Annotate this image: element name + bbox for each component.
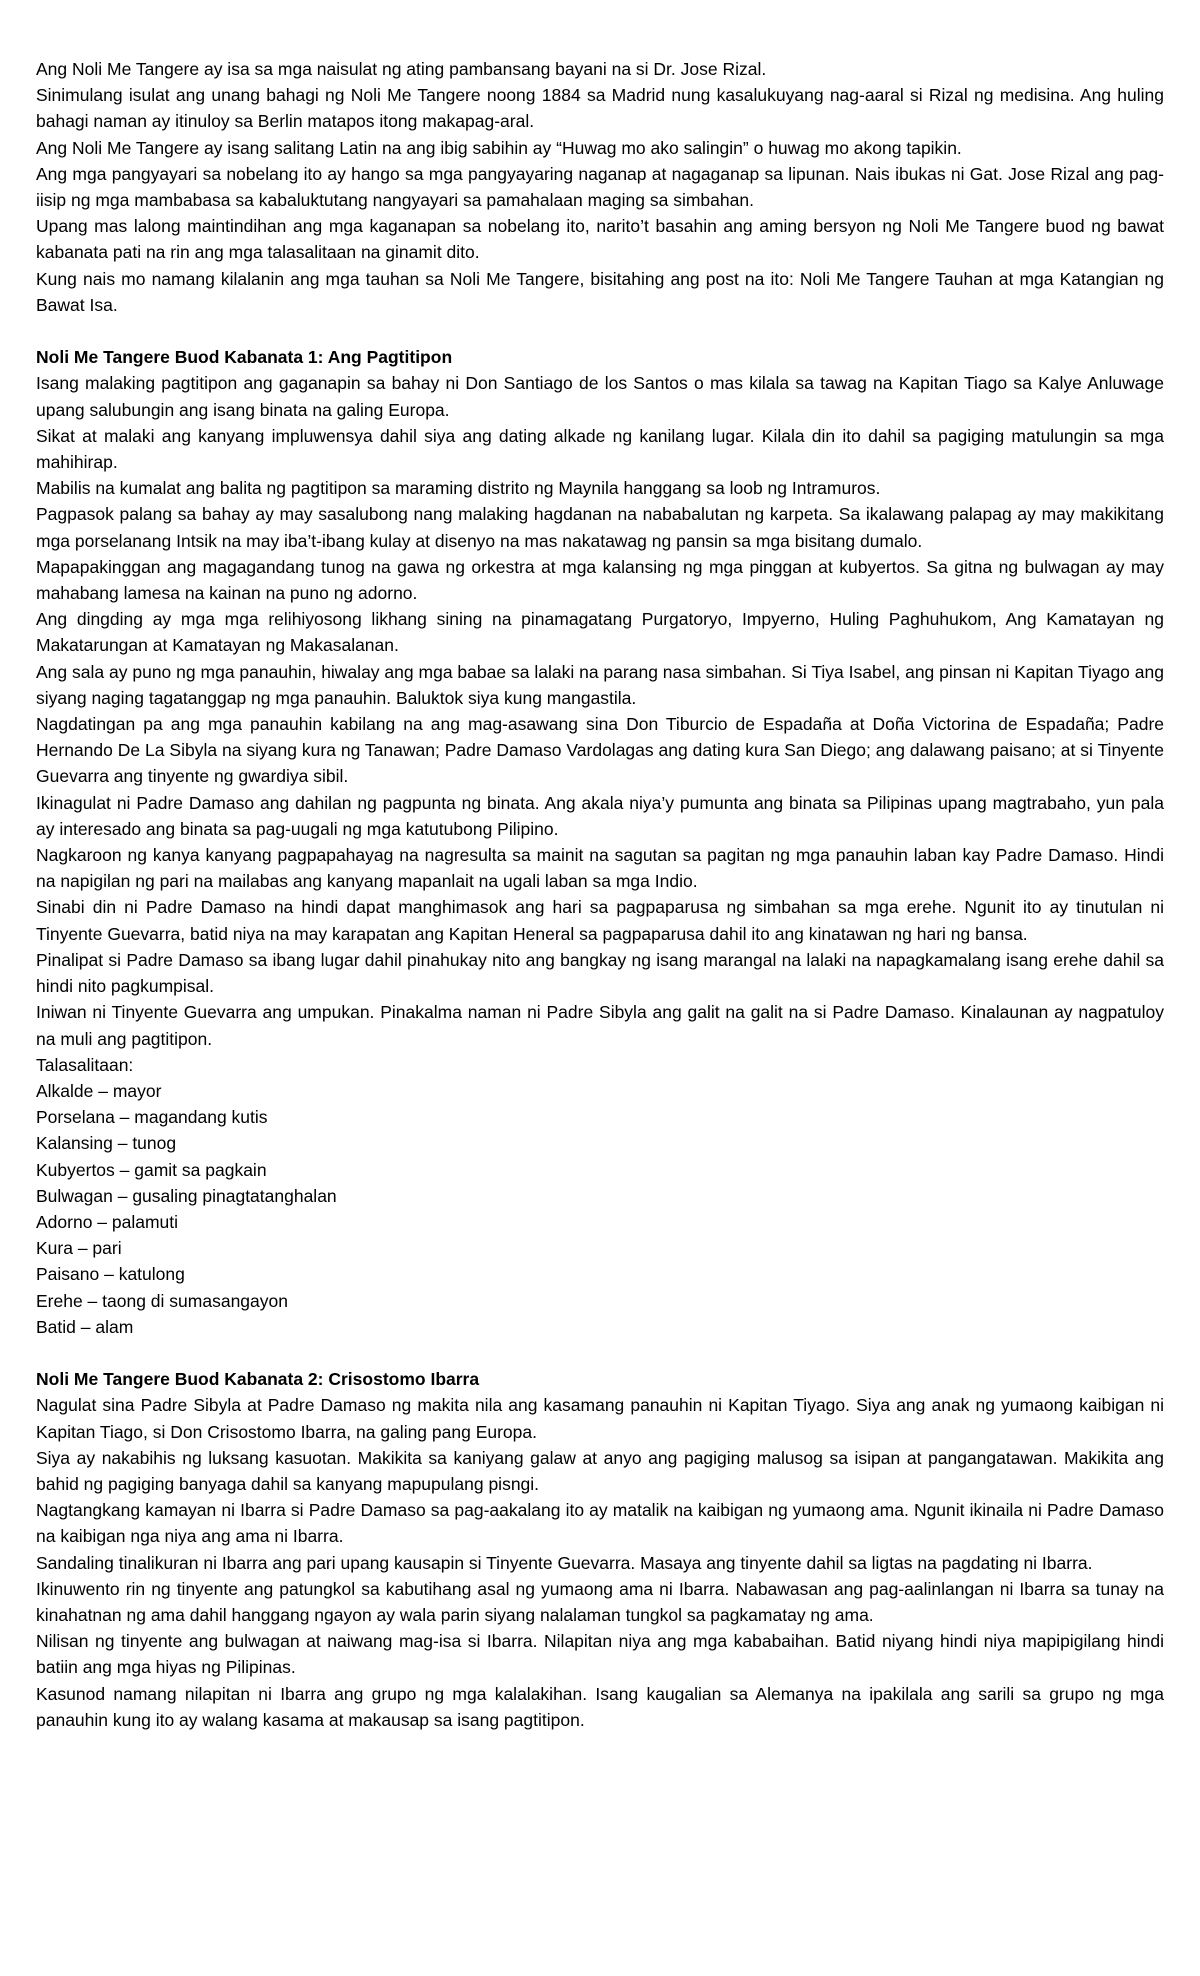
chapter-2-title: Noli Me Tangere Buod Kabanata 2: Crisostomo Ibarra xyxy=(36,1369,480,1390)
intro-paragraph: Ang Noli Me Tangere ay isang salitang Latin na ang ibig sabihin ay “Huwag mo ako salingin” o huwag mo akong tapikin. xyxy=(36,137,962,158)
chapter-1-paragraph: Sikat at malaki ang kanyang impluwensya dahil siya ang dating alkade ng kanilang lugar. Kilala din ito dahil sa pagiging matulungin sa mga mahihirap. xyxy=(36,425,1164,473)
chapter-1-paragraph: Ikinagulat ni Padre Damaso ang dahilan ng pagpunta ng binata. Ang akala niya’y pumunta ang binata sa Pilipinas upang magtrabaho, yun pala ay interesado ang binata sa pag-uugali ng mga katutubong Pilipino. xyxy=(36,792,1164,839)
vocab-item: Alkalde – mayor xyxy=(36,1080,162,1101)
intro-paragraph: Ang mga pangyayari sa nobelang ito ay hango sa mga pangyayaring naganap at nagaganap sa lipunan. Nais ibukas ni Gat. Jose Rizal ang pag-iisip ng mga mambabasa sa kabaluktutang nangyayari sa pamahalaan maging sa simbahan. xyxy=(36,163,1164,211)
chapter-2-paragraph: Nagtangkang kamayan ni Ibarra si Padre Damaso sa pag-aakalang ito ay matalik na kaibigan ng yumaong ama. Ngunit ikinaila ni Padre Damaso na kaibigan nga niya ang ama ni Ibarra. xyxy=(36,1500,1164,1547)
intro-paragraph: Kung nais mo namang kilalanin ang mga tauhan sa Noli Me Tangere, bisitahing ang post na ito: Noli Me Tangere Tauhan at mga Katangian ng Bawat Isa. xyxy=(36,268,1164,315)
chapter-2-paragraph: Ikinuwento rin ng tinyente ang patungkol sa kabutihang asal ng yumaong ama ni Ibarra. Nabawasan ang pag-aalinlangan ni Ibarra sa tunay na kinahatnan ng ama dahil hanggang ngayon ay wala parin siyang nalalaman tungkol sa pagkamatay ng ama. xyxy=(36,1578,1164,1625)
chapter-2-paragraph: Siya ay nakabihis ng luksang kasuotan. Makikita sa kaniyang galaw at anyo ang pagiging malusog sa isipan at pangangatawan. Makikita ang bahid ng pagiging banyaga dahil sa kanyang mapupulang pisngi. xyxy=(36,1447,1164,1494)
vocab-item: Paisano – katulong xyxy=(36,1264,185,1285)
vocab-heading: Talasalitaan: xyxy=(36,1054,134,1075)
vocab-list xyxy=(36,1078,1164,1340)
chapter-1-paragraph: Nagkaroon ng kanya kanyang pagpapahayag na nagresulta sa mainit na sagutan sa pagitan ng mga panauhin laban kay Padre Damaso. Hindi na napigilan ng pari na mailabas ang kanyang mapanlait na ugali laban sa mga Indio. xyxy=(36,845,1164,892)
chapter-1-section xyxy=(36,344,1164,1340)
chapter-2-paragraph: Nagulat sina Padre Sibyla at Padre Damaso ng makita nila ang kasamang panauhin ni Kapitan Tiyago. Siya ang anak ng yumaong kaibigan ni Kapitan Tiago, si Don Crisostomo Ibarra, na galing pang Europa. xyxy=(36,1395,1164,1442)
vocab-item: Batid – alam xyxy=(36,1316,134,1337)
vocab-item: Bulwagan – gusaling pinagtatanghalan xyxy=(36,1185,337,1206)
vocab-item: Kura – pari xyxy=(36,1238,122,1259)
chapter-1-paragraph: Ang dingding ay mga mga relihiyosong likhang sining na pinamagatang Purgatoryo, Impyerno, Huling Paghuhukom, Ang Kamatayan ng Makatarungan at Kamatayan ng Makasalanan. xyxy=(36,609,1164,656)
chapter-2-paragraph: Nilisan ng tinyente ang bulwagan at naiwang mag-isa si Ibarra. Nilapitan niya ang mga kababaihan. Batid niyang hindi niya mapipigilang hindi batiin ang mga hiyas ng Pilipinas. xyxy=(36,1631,1164,1678)
chapter-1-paragraph: Pagpasok palang sa bahay ay may sasalubong nang malaking hagdanan na nababalutan ng karpeta. Sa ikalawang palapag ay may makikitang mga porselanang Intsik na may iba’t-ibang kulay at disenyo na mas nakatawag ng pansin sa mga bisitang dumalo. xyxy=(36,504,1164,551)
section-spacer xyxy=(36,1340,1164,1366)
vocab-item: Kubyertos – gamit sa pagkain xyxy=(36,1159,267,1180)
chapter-1-paragraph: Ang sala ay puno ng mga panauhin, hiwalay ang mga babae sa lalaki na parang nasa simbahan. Si Tiya Isabel, ang pinsan ni Kapitan Tiyago ang siyang naging tagatanggap ng mga panauhin. Baluktok siya kung mangastila. xyxy=(36,661,1164,708)
intro-paragraph: Ang Noli Me Tangere ay isa sa mga naisulat ng ating pambansang bayani na si Dr. Jose Rizal. xyxy=(36,59,767,79)
chapter-1-paragraph: Sinabi din ni Padre Damaso na hindi dapat manghimasok ang hari sa pagpaparusa ng simbahan sa mga erehe. Ngunit ito ay tinutulan ni Tinyente Guevarra, batid niya na may karapatan ang Kapitan Heneral sa pagpaparusa dahil ito ang kinatawan ng hari ng bansa. xyxy=(36,897,1164,944)
vocab-item: Porselana – magandang kutis xyxy=(36,1107,268,1128)
intro-section xyxy=(36,56,1164,318)
chapter-2-paragraph: Kasunod namang nilapitan ni Ibarra ang grupo ng mga kalalakihan. Isang kaugalian sa Alemanya na ipakilala ang sarili sa grupo ng mga panauhin kung ito ay walang kasama at makausap sa isang pagtitipon. xyxy=(36,1683,1164,1730)
chapter-1-paragraph: Mapapakinggan ang magagandang tunog na gawa ng orkestra at mga kalansing ng mga pinggan at kubyertos. Sa gitna ng bulwagan ay may mahabang lamesa na kainan na puno ng adorno. xyxy=(36,556,1164,604)
intro-paragraph: Upang mas lalong maintindihan ang mga kaganapan sa nobelang ito, narito’t basahin ang aming bersyon ng Noli Me Tangere buod ng bawat kabanata pati na rin ang mga talasalitaan na ginamit dito. xyxy=(36,216,1164,263)
intro-paragraph: Sinimulang isulat ang unang bahagi ng Noli Me Tangere noong 1884 sa Madrid nung kasalukuyang nag-aaral si Rizal ng medisina. Ang huling bahagi naman ay itinuloy sa Berlin matapos itong makapag-aral. xyxy=(36,85,1164,132)
vocab-item: Kalansing – tunog xyxy=(36,1133,177,1154)
chapter-2-section xyxy=(36,1366,1164,1733)
chapter-1-paragraph: Nagdatingan pa ang mga panauhin kabilang na ang mag-asawang sina Don Tiburcio de Espadaña at Doña Victorina de Espadaña; Padre Hernando De La Sibyla na siyang kura ng Tanawan; Padre Damaso Vardolagas ang dating kura San Diego; ang dalawang paisano; at si Tinyente Guevarra ang tinyente ng gwardiya sibil. xyxy=(36,714,1164,787)
chapter-1-paragraph: Mabilis na kumalat ang balita ng pagtitipon sa maraming distrito ng Maynila hanggang sa loob ng Intramuros. xyxy=(36,478,881,499)
vocab-item: Adorno – palamuti xyxy=(36,1211,179,1232)
chapter-1-paragraph: Isang malaking pagtitipon ang gaganapin sa bahay ni Don Santiago de los Santos o mas kilala sa tawag na Kapitan Tiago sa Kalye Anluwage upang salubungin ang isang binata na galing Europa. xyxy=(36,373,1164,420)
vocab-item: Erehe – taong di sumasangayon xyxy=(36,1290,288,1311)
chapter-1-paragraph: Iniwan ni Tinyente Guevarra ang umpukan. Pinakalma naman ni Padre Sibyla ang galit na galit na si Padre Damaso. Kinalaunan ay nagpatuloy na muli ang pagtitipon. xyxy=(36,1002,1164,1049)
chapter-1-title: Noli Me Tangere Buod Kabanata 1: Ang Pagtitipon xyxy=(36,347,453,368)
section-spacer xyxy=(36,318,1164,344)
chapter-1-paragraph: Pinalipat si Padre Damaso sa ibang lugar dahil pinahukay nito ang bangkay ng isang marangal na lalaki na napagkamalang isang erehe dahil sa hindi nito pagkumpisal. xyxy=(36,949,1164,997)
document-page xyxy=(36,56,1164,1733)
chapter-2-paragraph: Sandaling tinalikuran ni Ibarra ang pari upang kausapin si Tinyente Guevarra. Masaya ang tinyente dahil sa ligtas na pagdating ni Ibarra. xyxy=(36,1552,1093,1573)
